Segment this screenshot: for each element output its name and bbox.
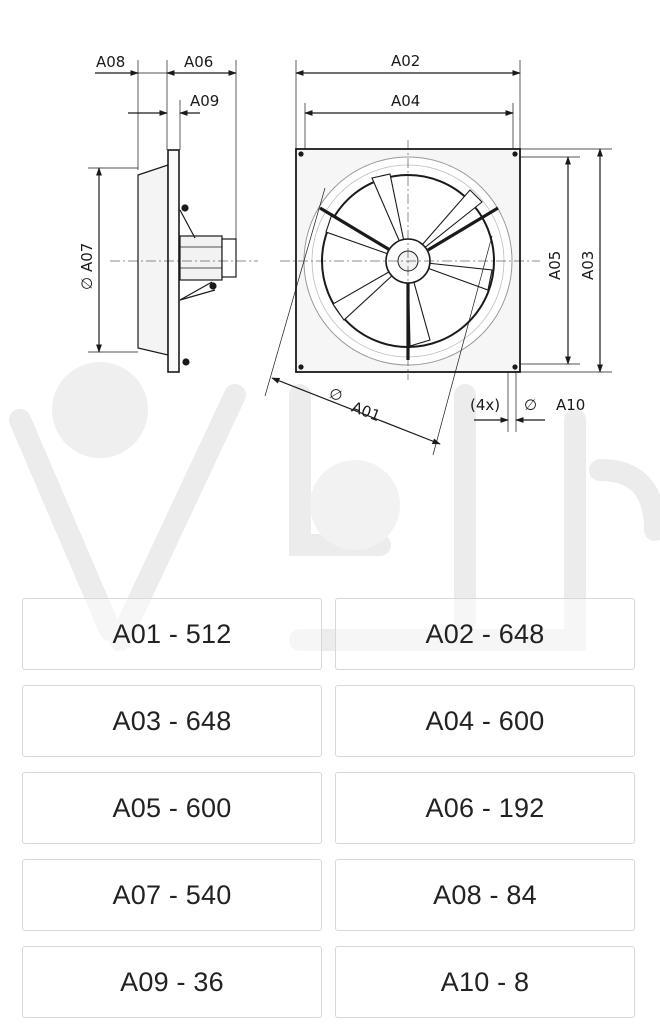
dimension-cell-a08: A08 - 84 — [335, 859, 635, 931]
technical-drawing — [0, 0, 660, 470]
label-a03: A03 — [579, 250, 597, 280]
dimension-cell-a02: A02 - 648 — [335, 598, 635, 670]
side-view — [88, 60, 258, 372]
dimension-cell-a09: A09 - 36 — [22, 946, 322, 1018]
label-a09: A09 — [190, 92, 220, 110]
label-a08: A08 — [96, 53, 126, 71]
dimension-cell-a03: A03 - 648 — [22, 685, 322, 757]
label-a01-diameter: ∅ — [326, 383, 346, 406]
label-a10-diameter: ∅ — [524, 396, 538, 414]
label-a06: A06 — [184, 53, 214, 71]
dimensions-grid — [22, 598, 635, 1018]
dimension-cell-a07: A07 - 540 — [22, 859, 322, 931]
label-a04: A04 — [391, 92, 421, 110]
label-a07-diameter: ∅ — [78, 276, 96, 290]
label-hole-count: (4x) — [470, 396, 501, 414]
dimension-cell-a06: A06 - 192 — [335, 772, 635, 844]
label-a02: A02 — [391, 52, 421, 70]
label-a05: A05 — [546, 250, 564, 280]
dimension-cell-a04: A04 - 600 — [335, 685, 635, 757]
dimension-cell-a10: A10 - 8 — [335, 946, 635, 1018]
label-a10: A10 — [556, 396, 586, 414]
dimension-cell-a01: A01 - 512 — [22, 598, 322, 670]
label-a07: A07 — [78, 242, 96, 272]
label-a01: A01 — [349, 397, 383, 426]
dimension-cell-a05: A05 - 600 — [22, 772, 322, 844]
